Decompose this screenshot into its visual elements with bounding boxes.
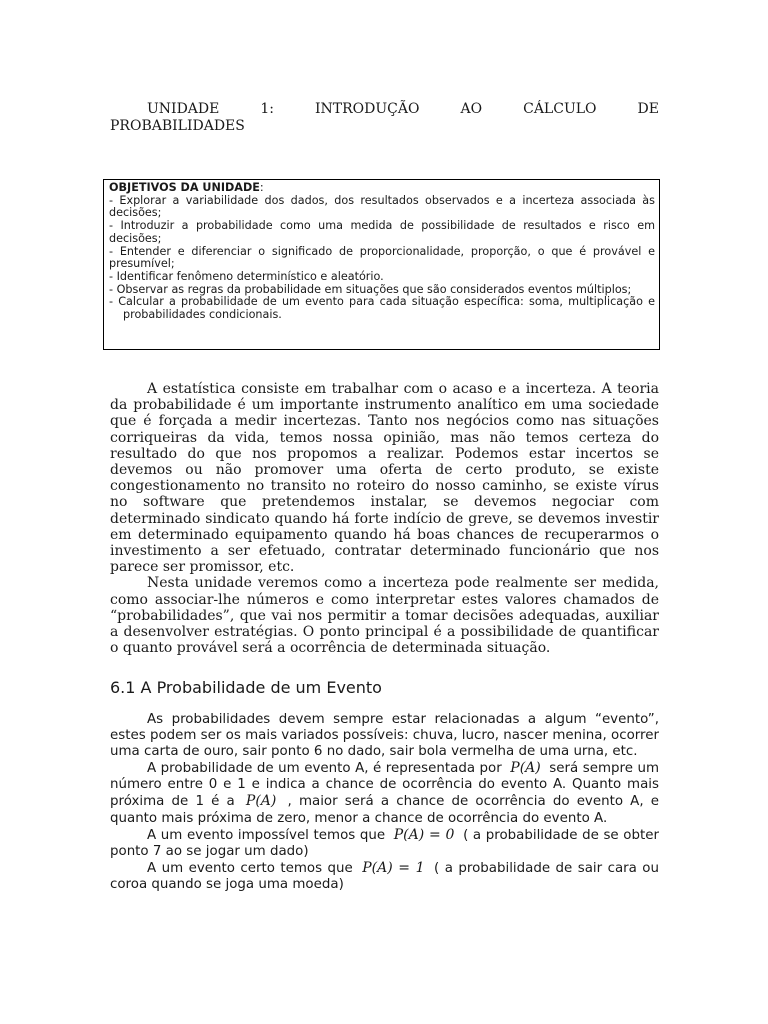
paragraph-fragment: será sempre um número entre 0 e 1 e indica a chance de ocorrência do evento A. Quanto mais próxima de 1 é a bbox=[110, 761, 659, 810]
section-paragraph bbox=[110, 827, 659, 860]
section-text bbox=[110, 712, 659, 893]
paragraph-fragment: A um evento impossível temos que bbox=[147, 827, 386, 843]
objective-item: - Explorar a variabilidade dos dados, dos resultados observados e a incerteza associada às decisões; bbox=[109, 193, 655, 220]
section-heading: 6.1 A Probabilidade de um Evento bbox=[110, 678, 382, 697]
objectives-heading: OBJETIVOS DA UNIDADE bbox=[109, 181, 260, 194]
section-paragraph bbox=[110, 760, 659, 826]
intro-paragraph: Nesta unidade veremos como a incerteza pode realmente ser medida, como associar-lhe números e como interpretar estes valores chamados de “probabilidades”, que vai nos permitir a tomar decisões adequadas, auxiliar a desenvolver estratégias. O ponto principal é a possibilidade de quantificar o quanto provável será a ocorrência de determinada situação. bbox=[110, 575, 659, 657]
paragraph-fragment: , maior será a chance de ocorrência do evento A, e quanto mais próxima de zero, menor a chance de ocorrência do evento A. bbox=[110, 794, 659, 826]
title-word: INTRODUÇÃO bbox=[315, 101, 420, 117]
formula-pa: P(A) bbox=[245, 793, 277, 810]
objective-item: - Observar as regras da probabilidade em situações que são considerados eventos múltiplos; bbox=[109, 282, 632, 296]
formula-impossible: P(A) = 0 bbox=[393, 826, 455, 843]
unit-title bbox=[110, 101, 659, 135]
paragraph-fragment: A probabilidade de um evento A, é representada por bbox=[147, 761, 502, 777]
title-word: CÁLCULO bbox=[523, 101, 597, 117]
paragraph-fragment: A um evento certo temos que bbox=[147, 860, 353, 876]
title-word: AO bbox=[460, 101, 483, 117]
unit-title-line1 bbox=[110, 101, 659, 118]
title-word: 1: bbox=[260, 101, 274, 117]
unit-title-line2: PROBABILIDADES bbox=[110, 118, 245, 134]
title-word: UNIDADE bbox=[147, 101, 220, 117]
objectives-box bbox=[103, 179, 660, 350]
section-paragraph: As probabilidades devem sempre estar relacionadas a algum “evento”, estes podem ser os mais variados possíveis: chuva, lucro, nascer menina, ocorrer uma carta de ouro, sair ponto 6 no dado, sair bola vermelha de uma urna, etc. bbox=[110, 712, 659, 760]
objective-item: - Calcular a probabilidade de um evento para cada situação específica: soma, multiplicação e probabilidades condicionais. bbox=[109, 295, 655, 322]
intro-text bbox=[110, 381, 659, 656]
objectives-heading-line: OBJETIVOS DA UNIDADE: bbox=[109, 181, 264, 194]
objective-item: - Identificar fenômeno determinístico e aleatório. bbox=[109, 269, 384, 283]
formula-certain: P(A) = 1 bbox=[362, 859, 425, 876]
formula-pa: P(A) bbox=[510, 760, 541, 777]
intro-paragraph: A estatística consiste em trabalhar com o acaso e a incerteza. A teoria da probabilidade é um importante instrumento analítico em uma sociedade que é forçada a medir incertezas. Tanto nos negócios como nas situações corriqueiras da vida, temos nossa opinião, mas não temos certeza do resultado do que nos propomos a realizar. Podemos estar incertos se devemos ou não promover uma oferta de certo produto, se existe congestionamento no transito no roteiro do nosso caminho, se existe vírus no software que pretendemos instalar, se devemos negociar com determinado sindicato quando há forte indício de greve, se devemos investir em determinado equipamento quando há boas chances de recuperarmos o investimento a ser efetuado, contratar determinado funcionário que nos parece ser promissor, etc. bbox=[110, 381, 659, 576]
objective-item: - Introduzir a probabilidade como uma medida de possibilidade de resultados e risco em decisões; bbox=[109, 219, 655, 245]
paragraph-fragment: ( a probabilidade de se obter ponto 7 ao se jogar um dado) bbox=[110, 827, 659, 859]
objective-item: - Entender e diferenciar o significado de proporcionalidade, proporção, o que é provável e presumível; bbox=[109, 244, 655, 271]
title-word: DE bbox=[637, 101, 659, 117]
paragraph-fragment: ( a probabilidade de sair cara ou coroa quando se joga uma moeda) bbox=[110, 860, 659, 892]
section-paragraph bbox=[110, 860, 659, 893]
